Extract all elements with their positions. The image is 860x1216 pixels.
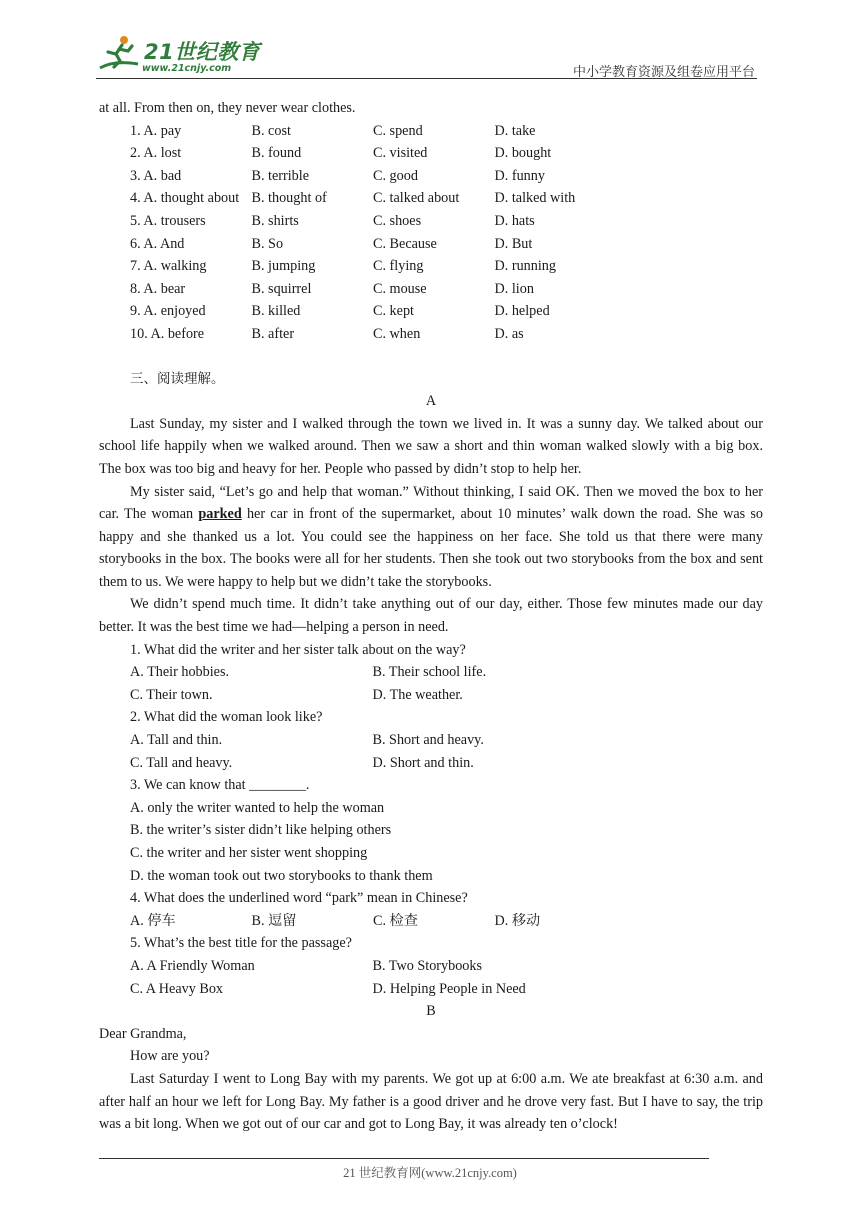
site-logo — [96, 34, 266, 78]
option-a: A. Their hobbies. — [130, 664, 230, 681]
question-5-options — [99, 955, 763, 978]
question-2: 2. What did the woman look like? — [130, 709, 323, 726]
question-1: 1. What did the writer and her sister talk about on the way? — [130, 641, 466, 658]
option-a: 1. A. pay — [130, 122, 182, 139]
logo-text: 21世纪教育 — [144, 40, 261, 64]
option-b: B. the writer’s sister didn’t like helping others — [130, 822, 392, 839]
option-row — [99, 300, 763, 323]
option-c: C. visited — [373, 145, 428, 162]
option-c: C. Their town. — [130, 686, 213, 703]
underlined-word: parked — [198, 506, 242, 523]
header-platform-text: 中小学教育资源及组卷应用平台 — [572, 65, 755, 80]
option-d: D. Short and thin. — [372, 754, 474, 771]
option-d: D. The weather. — [372, 686, 463, 703]
option-d: D. But — [494, 235, 533, 252]
option-b: B. jumping — [251, 258, 316, 275]
option-d: D. as — [494, 325, 524, 342]
option-c: C. talked about — [373, 190, 460, 207]
option-b: B. squirrel — [251, 280, 312, 297]
option-a: 7. A. walking — [130, 258, 207, 275]
passage-a-paragraph-3: We didn’t spend much time. It didn’t take anything out of our day, either. Those few minutes made our day better. It was the best time we had—helping a person in need. — [99, 596, 763, 636]
option-row — [99, 120, 763, 143]
option-d: D. bought — [494, 145, 552, 162]
passage-a-paragraph-1: Last Sunday, my sister and I walked through the town we lived in. It was a sunny day. We talked about our school life happily when we walked around. Then we saw a short and thin woman walked slowly with a big box. The box was too big and heavy for her. People who passed by didn’t stop to help her. — [99, 415, 763, 477]
option-row — [99, 255, 763, 278]
question-5: 5. What’s the best title for the passage? — [130, 935, 352, 952]
question-1-options — [99, 661, 763, 684]
option-d: D. talked with — [494, 190, 576, 207]
option-a: 2. A. lost — [130, 145, 182, 162]
question-5-options — [99, 978, 763, 1001]
option-row — [99, 323, 763, 346]
passage-b-paragraph-1: Last Saturday I went to Long Bay with my parents. We got up at 6:00 a.m. We ate breakfast at 6:30 a.m. and after half an hour we left for Long Bay. My father is a good driver and he drove very fast. But I have to say, the trip was a bit long. When we got out of our car and got to Long Bay, it was already ten o’clock! — [99, 1070, 763, 1133]
option-c: C. shoes — [373, 212, 422, 229]
letter-greeting: Dear Grandma, — [99, 1025, 187, 1042]
option-b: B. Short and heavy. — [372, 732, 484, 749]
header-divider — [96, 78, 757, 79]
option-a: 8. A. bear — [130, 280, 186, 297]
option-row — [99, 142, 763, 165]
option-b: B. Their school life. — [372, 664, 487, 681]
section-title: 三、阅读理解。 — [130, 370, 225, 387]
passage-a-label: A — [425, 393, 437, 410]
passage-a-paragraph-2 — [99, 481, 763, 594]
question-2-options — [99, 729, 763, 752]
option-c: C. the writer and her sister went shopping — [130, 845, 368, 861]
option-c: C. flying — [373, 258, 424, 275]
option-a: A. A Friendly Woman — [130, 957, 255, 974]
option-row — [99, 278, 763, 301]
page-footer: 21 世纪教育网(www.21cnjy.com) — [343, 1166, 517, 1180]
option-c: C. spend — [373, 122, 423, 139]
option-b: B. So — [251, 235, 284, 252]
option-c: C. Because — [373, 235, 437, 252]
option-b: B. terrible — [251, 167, 310, 184]
option-d: D. 移动 — [494, 912, 541, 929]
question-1-options — [99, 684, 763, 707]
option-a: 9. A. enjoyed — [130, 303, 206, 320]
cloze-options — [99, 120, 763, 346]
option-a: 10. A. before — [130, 325, 205, 342]
letter-line-1: How are you? — [130, 1048, 210, 1065]
option-b: B. after — [251, 325, 295, 342]
option-d: D. hats — [494, 212, 535, 229]
option-row — [99, 233, 763, 256]
option-d: D. take — [494, 122, 536, 139]
option-c: C. Tall and heavy. — [130, 754, 233, 771]
option-a: A. 停车 — [130, 912, 176, 929]
option-a: 6. A. And — [130, 235, 185, 252]
option-row — [99, 165, 763, 188]
question-3: 3. We can know that ________. — [130, 777, 310, 794]
option-c: C. when — [373, 325, 421, 342]
option-d: D. lion — [494, 280, 534, 297]
option-c: C. mouse — [373, 280, 427, 297]
option-row — [99, 187, 763, 210]
option-b: B. thought of — [251, 190, 327, 207]
option-b: B. found — [251, 145, 302, 162]
option-d: D. the woman took out two storybooks to thank them — [130, 867, 433, 884]
option-c: C. 检查 — [373, 912, 418, 929]
option-b: B. 逗留 — [251, 912, 297, 929]
option-row — [99, 210, 763, 233]
option-d: D. running — [494, 258, 556, 275]
question-2-options — [99, 752, 763, 775]
option-b: B. killed — [251, 303, 301, 320]
option-d: D. funny — [494, 167, 545, 184]
option-a: A. only the writer wanted to help the woman — [130, 799, 385, 816]
footer-divider — [99, 1158, 709, 1159]
option-a: A. Tall and thin. — [130, 732, 223, 749]
option-b: B. cost — [251, 122, 291, 139]
question-4: 4. What does the underlined word “park” mean in Chinese? — [130, 890, 468, 907]
option-b: B. shirts — [251, 212, 299, 229]
document-body — [99, 97, 763, 1136]
option-a: 5. A. trousers — [130, 212, 206, 229]
option-a: 3. A. bad — [130, 167, 182, 184]
question-4-options — [99, 910, 763, 933]
logo-url: www.21cnjy.com — [142, 63, 232, 74]
runner-logo-icon — [96, 34, 142, 74]
paragraph-text: her car in front of the supermarket, about 10 minutes’ walk down the road. She was so happy and she thanked us a lot. You could see the happiness on her face. She told us that there were many storybooks in the box. The books were all for her students. Then she took out two storybooks from the box and sent them to us. We were happy to help but we didn’t take the storybooks. — [99, 506, 763, 590]
option-c: C. A Heavy Box — [130, 980, 224, 997]
option-c: C. good — [373, 167, 418, 184]
option-c: C. kept — [373, 303, 414, 320]
option-a: 4. A. thought about — [130, 190, 240, 207]
option-d: D. Helping People in Need — [372, 980, 526, 997]
intro-line: at all. From then on, they never wear clothes. — [99, 100, 356, 116]
passage-b-label: B — [426, 1003, 436, 1020]
option-b: B. Two Storybooks — [372, 957, 483, 974]
page-header — [0, 0, 860, 80]
paragraph-text: My sister said, “Let’s go and help that woman.” Without thinking, I said OK. Then we moved the box to her car. The woman — [99, 483, 763, 523]
option-d: D. helped — [494, 303, 550, 320]
